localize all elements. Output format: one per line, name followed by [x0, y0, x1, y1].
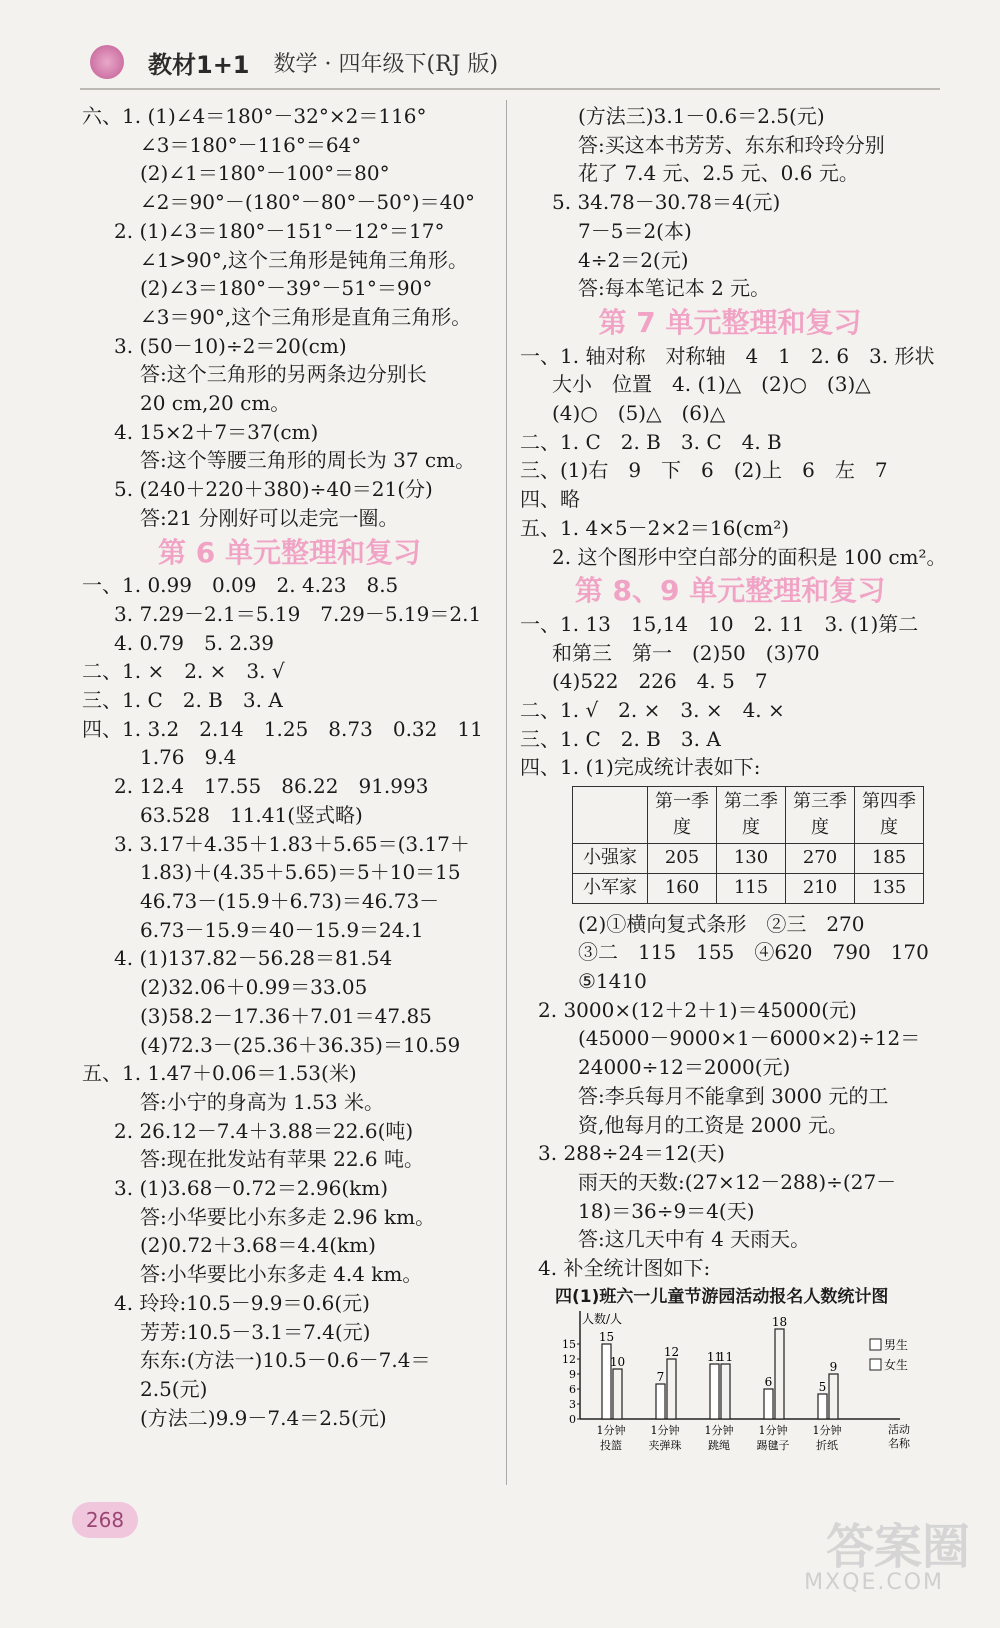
answer-line: 一、1. 13 15,14 10 2. 11 3. (1)第二	[520, 611, 919, 636]
answer-line: 答:这个等腰三角形的周长为 37 cm。	[140, 448, 476, 473]
section-title: 第 7 单元整理和复习	[598, 305, 862, 339]
answer-line: 4. 补全统计图如下:	[538, 1256, 711, 1281]
watermark-url: MXQE.COM	[804, 1570, 944, 1595]
y-tick-label: 3	[569, 1398, 576, 1412]
answer-line: 2. (1)∠3＝180°－151°－12°＝17°	[114, 218, 445, 243]
answer-line: (4)522 226 4. 5 7	[552, 669, 768, 694]
chart-bar	[710, 1364, 719, 1419]
chart-bar	[656, 1384, 665, 1419]
answer-line: 答:小华要比小东多走 2.96 km。	[140, 1204, 436, 1229]
answer-line: 答:现在批发站有苹果 22.6 吨。	[140, 1147, 424, 1172]
answer-line: (4)○ (5)△ (6)△	[552, 401, 726, 426]
table-cell: 210	[786, 873, 855, 903]
answer-line: 三、1. C 2. B 3. A	[82, 688, 283, 713]
answer-line: 二、1. C 2. B 3. C 4. B	[520, 429, 782, 454]
bar-value-label: 6	[764, 1375, 773, 1390]
book-subtitle: 数学 · 四年级下(RJ 版)	[273, 51, 499, 77]
answer-line: (3)58.2－17.36＋7.01＝47.85	[140, 1003, 432, 1028]
answer-line: 三、(1)右 9 下 6 (2)上 6 左 7	[520, 458, 888, 483]
category-label: 1分钟	[704, 1424, 734, 1438]
answer-line: 资,他每月的工资是 2000 元。	[578, 1112, 848, 1137]
table-header-row	[573, 787, 924, 844]
table-cell: 130	[717, 844, 786, 874]
section-title: 第 6 单元整理和复习	[158, 535, 421, 569]
chart-bar	[667, 1359, 676, 1419]
answer-line: 3. 3.17＋4.35＋1.83＋5.65＝(3.17＋	[114, 831, 470, 856]
answer-line: 5. 34.78－30.78＝4(元)	[552, 190, 781, 215]
answer-line: 五、1. 4×5－2×2＝16(cm²)	[520, 515, 790, 540]
bar-value-label: 11	[706, 1350, 723, 1365]
bar-chart	[550, 1311, 930, 1461]
answer-line: 4. 玲玲:10.5－9.9＝0.6(元)	[114, 1290, 370, 1315]
category-label: 1分钟	[812, 1424, 842, 1438]
right-column	[520, 102, 947, 1469]
table-cell: 185	[855, 844, 924, 874]
bar-value-label: 5	[818, 1380, 827, 1395]
y-tick-label: 0	[569, 1413, 576, 1427]
answer-line: 六、1. (1)∠4＝180°－32°×2＝116°	[82, 104, 427, 128]
answer-line: 一、1. 轴对称 对称轴 4 1 2. 6 3. 形状	[520, 343, 935, 368]
answer-line: 答:21 分刚好可以走完一圈。	[140, 505, 399, 530]
answer-line: ∠1>90°,这个三角形是钝角三角形。	[140, 247, 469, 272]
category-label: 1分钟	[758, 1424, 788, 1438]
answer-line: 63.528 11.41(竖式略)	[140, 802, 363, 827]
answer-line: 2. 12.4 17.55 86.22 91.993	[114, 774, 429, 799]
x-axis-label: 名称	[888, 1437, 910, 1451]
answer-line: 7－5＝2(本)	[578, 218, 692, 243]
table-cell: 小军家	[573, 873, 648, 903]
y-tick-label: 9	[569, 1368, 576, 1382]
answer-line: 三、1. C 2. B 3. A	[520, 726, 721, 751]
y-tick-label: 6	[569, 1383, 576, 1397]
answer-line: 四、略	[520, 487, 580, 512]
answer-line: 和第三 第一 (2)50 (3)70	[552, 640, 820, 665]
answer-line: (方法二)9.9－7.4＝2.5(元)	[140, 1405, 387, 1430]
y-tick-label: 15	[562, 1338, 576, 1352]
answer-line: 18)＝36÷9＝4(天)	[578, 1198, 755, 1223]
legend-swatch	[870, 1359, 881, 1370]
bar-value-label: 9	[829, 1360, 838, 1375]
answer-line: 东东:(方法一)10.5－0.6－7.4＝	[140, 1348, 431, 1373]
answer-line: 1.76 9.4	[140, 745, 237, 770]
answer-line: 答:这几天中有 4 天雨天。	[578, 1227, 811, 1252]
column-divider	[506, 100, 507, 1485]
bar-value-label: 10	[609, 1355, 626, 1370]
answer-line: (4)72.3－(25.36＋36.35)＝10.59	[140, 1032, 461, 1057]
answer-line: ∠3＝180°－116°＝64°	[140, 132, 362, 157]
category-label: 投篮	[600, 1439, 622, 1453]
table-cell: 160	[648, 873, 717, 903]
answer-line: 答:这个三角形的另两条边分别长	[140, 362, 427, 387]
answer-line: 四、1. 3.2 2.14 1.25 8.73 0.32 11	[82, 716, 483, 741]
category-label: 跳绳	[708, 1439, 730, 1453]
chart-bar	[818, 1394, 827, 1419]
right-bottom-lines	[520, 910, 940, 1283]
answer-line: ∠2＝90°－(180°－80°－50°)＝40°	[140, 190, 476, 215]
answer-line: 一、1. 0.99 0.09 2. 4.23 8.5	[82, 573, 399, 598]
answer-line: 雨天的天数:(27×12－288)÷(27－	[578, 1169, 897, 1194]
answer-line: ⑤1410	[578, 968, 647, 993]
section-title: 第 8、9 单元整理和复习	[574, 574, 886, 608]
answer-line: 4÷2＝2(元)	[578, 247, 689, 272]
answer-line: (2)∠1＝180°－100°＝80°	[140, 161, 390, 186]
chart-bar	[829, 1374, 838, 1419]
answer-line: 芳芳:10.5－3.1＝7.4(元)	[140, 1319, 371, 1344]
answer-line: 2. 3000×(12＋2＋1)＝45000(元)	[538, 997, 857, 1022]
answer-line: 3. (50－10)÷2＝20(cm)	[114, 333, 347, 358]
legend-swatch	[870, 1339, 881, 1350]
bar-value-label: 7	[656, 1370, 665, 1385]
chart-bar	[764, 1389, 773, 1419]
answer-line: 二、1. √ 2. × 3. × 4. ×	[520, 698, 785, 723]
answer-line: 2. 26.12－7.4＋3.88＝22.6(吨)	[114, 1118, 414, 1143]
category-label: 1分钟	[650, 1424, 680, 1438]
legend-label: 男生	[884, 1338, 909, 1353]
answer-line: 3. (1)3.68－0.72＝2.96(km)	[114, 1176, 389, 1201]
table-header-cell	[573, 787, 648, 844]
header-rule	[80, 88, 940, 90]
book-logo-icon	[90, 45, 124, 79]
table-cell: 270	[786, 844, 855, 874]
answer-line: 2.5(元)	[140, 1376, 208, 1401]
answer-line: ③二 115 155 ④620 790 170	[578, 940, 929, 965]
answer-line: 4. (1)137.82－56.28＝81.54	[114, 946, 393, 971]
answer-line: (2)0.72＋3.68＝4.4(km)	[140, 1233, 376, 1258]
answer-line: (2)∠3＝180°－39°－51°＝90°	[140, 276, 433, 301]
bar-value-label: 18	[771, 1315, 788, 1330]
table-row	[573, 873, 924, 903]
book-brand: 教材1+1	[148, 50, 250, 79]
answer-line: 答:每本笔记本 2 元。	[578, 276, 771, 301]
left-column	[82, 102, 497, 1432]
table-row	[573, 844, 924, 874]
answer-line: 1.83)＋(4.35＋5.65)＝5＋10＝15	[140, 860, 461, 885]
chart-bar	[613, 1369, 622, 1419]
answer-line: 4. 0.79 5. 2.39	[114, 630, 274, 655]
answer-line: 24000÷12＝2000(元)	[578, 1055, 791, 1080]
answer-line: 2. 这个图形中空白部分的面积是 100 cm²。	[552, 544, 947, 569]
right-top-lines	[520, 102, 947, 782]
answer-line: 5. (240＋220＋380)÷40＝21(分)	[114, 477, 433, 502]
answer-line: 46.73－(15.9＋6.73)＝46.73－	[140, 888, 440, 913]
bar-value-label: 11	[717, 1350, 734, 1365]
table-cell: 115	[717, 873, 786, 903]
answer-line: 20 cm,20 cm。	[140, 391, 291, 416]
y-tick-label: 12	[562, 1353, 576, 1367]
table-header-cell: 第二季度	[717, 787, 786, 844]
answer-line: 3. 7.29－2.1＝5.19 7.29－5.19＝2.1	[114, 601, 482, 626]
chart-bar	[775, 1329, 784, 1419]
table-header-cell: 第四季度	[855, 787, 924, 844]
table-cell: 小强家	[573, 844, 648, 874]
answer-line: 3. 288÷24＝12(天)	[538, 1141, 725, 1166]
answer-line: (2)①横向复式条形 ②三 270	[578, 911, 865, 936]
chart-bar	[721, 1364, 730, 1419]
page-number: 268	[72, 1502, 138, 1538]
x-axis-label: 活动	[888, 1423, 910, 1437]
answer-line: 答:买这本书芳芳、东东和玲玲分别	[578, 132, 885, 157]
bar-value-label: 12	[663, 1345, 680, 1360]
table-header-cell: 第三季度	[786, 787, 855, 844]
answer-line: (方法三)3.1－0.6＝2.5(元)	[578, 104, 825, 128]
category-label: 踢毽子	[756, 1439, 790, 1453]
answer-line: 四、1. (1)完成统计表如下:	[520, 755, 761, 780]
answer-line: 4. 15×2＋7＝37(cm)	[114, 419, 319, 444]
category-label: 折纸	[816, 1439, 838, 1453]
y-axis-label: 人数/人	[582, 1312, 623, 1327]
answer-line: 五、1. 1.47＋0.06＝1.53(米)	[82, 1061, 357, 1086]
chart-title: 四(1)班六一儿童节游园活动报名人数统计图	[555, 1286, 889, 1307]
bar-value-label: 15	[598, 1330, 615, 1345]
answer-line: 答:小宁的身高为 1.53 米。	[140, 1089, 384, 1114]
table-header-cell: 第一季度	[648, 787, 717, 844]
chart-wrapper	[550, 1311, 940, 1469]
page-header	[90, 42, 498, 82]
statistics-table	[572, 786, 924, 903]
watermark-logo: 答案圈	[825, 1519, 970, 1575]
category-label: 夹弹珠	[648, 1439, 682, 1453]
answer-line: (45000－9000×1－6000×2)÷12＝	[578, 1026, 921, 1051]
table-cell: 135	[855, 873, 924, 903]
answer-line: 二、1. × 2. × 3. √	[82, 659, 285, 684]
answer-line: 答:李兵每月不能拿到 3000 元的工	[578, 1083, 889, 1108]
category-label: 1分钟	[596, 1424, 626, 1438]
answer-line: 答:小华要比小东多走 4.4 km。	[140, 1262, 423, 1287]
answer-line: 花了 7.4 元、2.5 元、0.6 元。	[578, 161, 859, 186]
answer-line: 大小 位置 4. (1)△ (2)○ (3)△	[552, 372, 871, 397]
table-cell: 205	[648, 844, 717, 874]
answer-line: (2)32.06＋0.99＝33.05	[140, 975, 368, 1000]
answer-line: 6.73－15.9＝40－15.9＝24.1	[140, 917, 424, 942]
answer-line: ∠3＝90°,这个三角形是直角三角形。	[140, 304, 472, 329]
legend-label: 女生	[884, 1358, 909, 1373]
